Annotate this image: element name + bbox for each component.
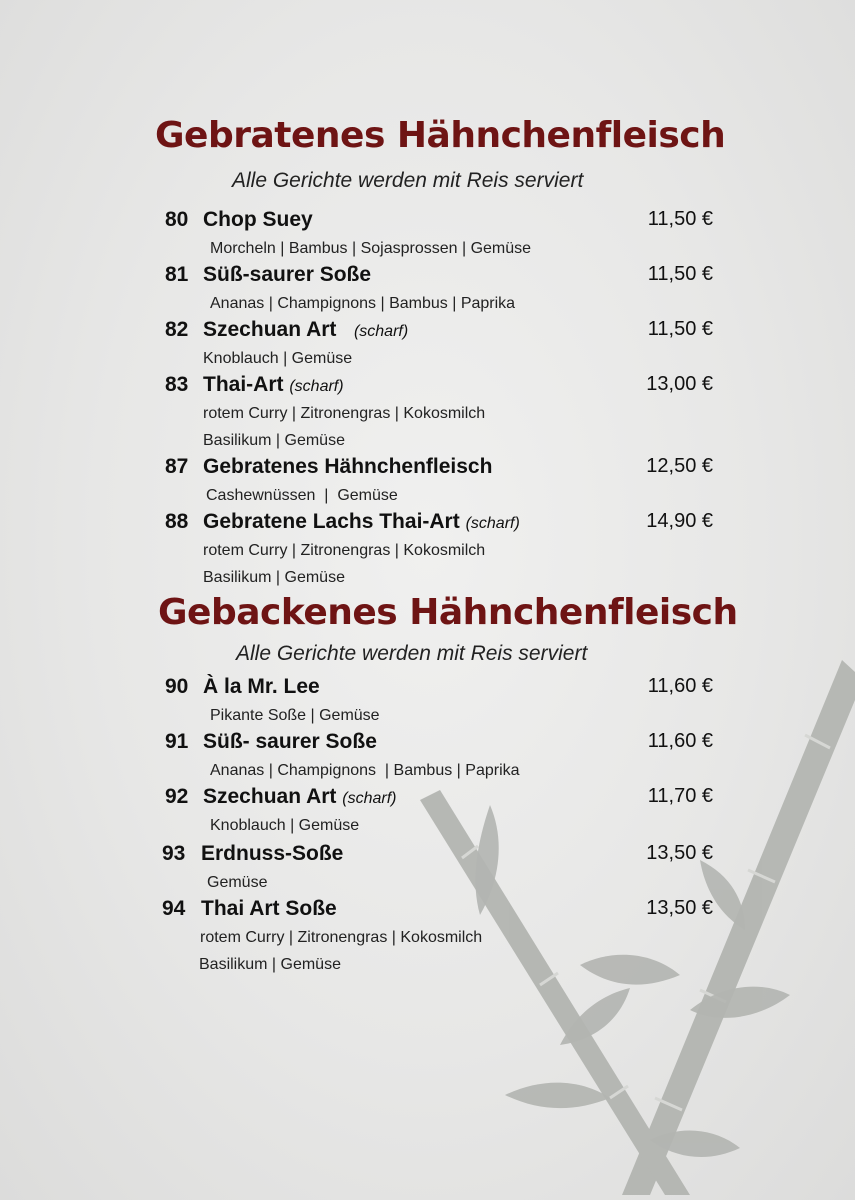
item-description: Gemüse xyxy=(207,874,268,891)
spicy-note: (scharf) xyxy=(465,515,520,532)
item-name-text: Thai Art Soße xyxy=(201,897,337,920)
item-name-text: Chop Suey xyxy=(203,208,313,231)
item-name xyxy=(203,731,377,752)
item-number: 82 xyxy=(165,318,189,341)
item-name-text: Gebratene Lachs Thai-Art xyxy=(203,510,460,533)
item-number: 90 xyxy=(165,675,189,698)
item-name xyxy=(201,898,337,919)
item-number: 92 xyxy=(165,785,189,808)
item-description: rotem Curry | Zitronengras | Kokosmilch xyxy=(200,929,483,946)
item-name-text: À la Mr. Lee xyxy=(203,675,320,698)
item-price: 11,70 € xyxy=(647,785,713,807)
item-price: 11,50 € xyxy=(647,208,713,230)
item-price: 13,50 € xyxy=(646,842,713,864)
item-description: Basilikum | Gemüse xyxy=(199,956,341,973)
item-name-text: Süß-saurer Soße xyxy=(203,263,372,286)
item-name-text: Szechuan Art xyxy=(203,785,337,808)
item-number: 91 xyxy=(165,730,189,753)
item-price: 12,50 € xyxy=(646,455,713,477)
item-name-text: Erdnuss-Soße xyxy=(201,842,344,865)
item-number: 88 xyxy=(165,510,189,533)
spicy-note: (scharf) xyxy=(342,790,397,807)
item-description: Ananas | Champignons | Bambus | Paprika xyxy=(210,295,516,312)
item-name xyxy=(201,843,343,864)
item-name xyxy=(203,319,408,340)
section-subtitle: Alle Gerichte werden mit Reis serviert xyxy=(236,642,588,665)
item-name xyxy=(203,511,520,532)
item-description: Morcheln | Bambus | Sojasprossen | Gemüse xyxy=(210,240,532,257)
item-number: 83 xyxy=(165,373,189,396)
item-price: 11,50 € xyxy=(647,318,713,340)
item-description: Cashewnüssen | Gemüse xyxy=(206,487,398,504)
item-description: Pikante Soße | Gemüse xyxy=(210,707,380,724)
item-description: Basilikum | Gemüse xyxy=(203,569,345,586)
item-name-text: Szechuan Art xyxy=(203,318,337,341)
item-name-text: Thai-Art xyxy=(203,373,284,396)
section-title: Gebratenes Hähnchenfleisch xyxy=(155,115,726,156)
section-subtitle: Alle Gerichte werden mit Reis serviert xyxy=(232,169,584,192)
item-description: Ananas | Champignons | Bambus | Paprika xyxy=(210,762,520,779)
item-description: rotem Curry | Zitronengras | Kokosmilch xyxy=(203,405,486,422)
item-price: 13,50 € xyxy=(646,897,713,919)
item-number: 93 xyxy=(162,842,186,865)
item-number: 87 xyxy=(165,455,189,478)
item-name xyxy=(203,786,397,807)
item-number: 94 xyxy=(162,897,186,920)
item-price: 13,00 € xyxy=(646,373,713,395)
item-name xyxy=(203,374,344,395)
item-number: 80 xyxy=(165,208,189,231)
section-title: Gebackenes Hähnchenfleisch xyxy=(158,592,738,633)
item-name xyxy=(203,209,313,230)
item-name-text: Gebratenes Hähnchenfleisch xyxy=(203,455,493,478)
item-name xyxy=(203,456,492,477)
item-price: 11,50 € xyxy=(647,263,713,285)
spicy-note: (scharf) xyxy=(353,323,409,340)
item-description: Knoblauch | Gemüse xyxy=(210,817,360,834)
item-price: 11,60 € xyxy=(647,675,713,697)
item-price: 11,60 € xyxy=(647,730,713,752)
item-description: Basilikum | Gemüse xyxy=(203,432,345,449)
item-number: 81 xyxy=(165,263,189,286)
item-price: 14,90 € xyxy=(646,510,713,532)
item-description: rotem Curry | Zitronengras | Kokosmilch xyxy=(203,542,486,559)
item-name-text: Süß- saurer Soße xyxy=(203,730,377,753)
spicy-note: (scharf) xyxy=(289,378,344,395)
item-description: Knoblauch | Gemüse xyxy=(203,350,353,367)
item-name xyxy=(203,676,320,697)
item-name xyxy=(203,264,371,285)
